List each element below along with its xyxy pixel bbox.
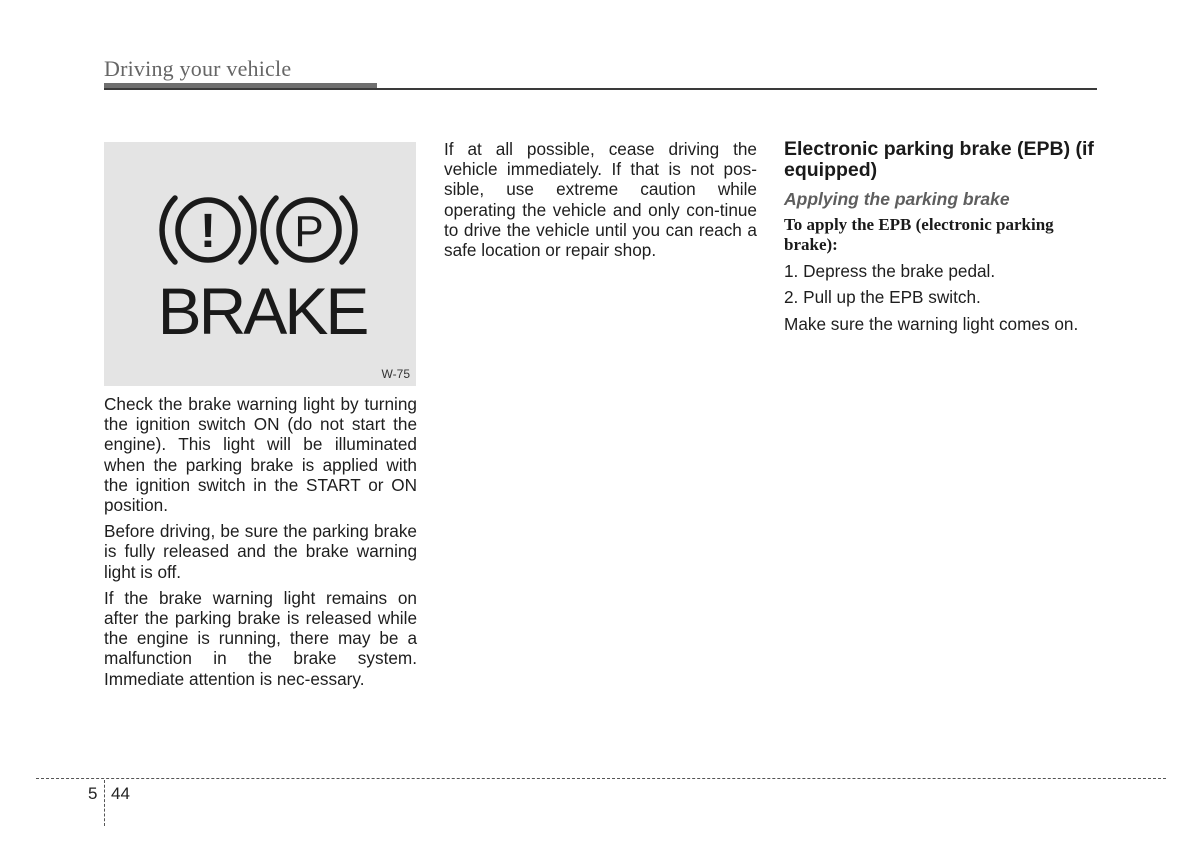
brake-warning-figure xyxy=(104,142,416,386)
brake-warning-icon xyxy=(104,142,416,386)
column-1 xyxy=(104,394,417,695)
epb-note: Make sure the warning light comes on. xyxy=(784,313,1079,334)
paragraph: If at all possible, cease driving the vehicle immediately. If that is not pos-sible, use extreme caution while operating the vehicle and only con-tinue to drive the vehicle until you can reach a safe location or repair shop. xyxy=(444,139,757,261)
section-title: Driving your vehicle xyxy=(104,56,292,81)
epb-subheading: Applying the parking brake xyxy=(784,189,1010,209)
column-3 xyxy=(784,139,1097,340)
step-item: 2. Pull up the EPB switch. xyxy=(784,287,981,308)
footer-divider xyxy=(104,780,105,826)
epb-instruction-title: To apply the EPB (electronic parking brake): xyxy=(784,215,1054,255)
chapter-number: 5 xyxy=(88,784,98,803)
paragraph: Check the brake warning light by turning the ignition switch ON (do not start the engine). This light will be illuminated when the parking brake is applied with the ignition switch in the START or ON position. xyxy=(104,394,417,516)
figure-code: W-75 xyxy=(381,367,410,381)
header-rule xyxy=(104,88,1097,90)
step-item: 1. Depress the brake pedal. xyxy=(784,261,996,282)
paragraph: If the brake warning light remains on after the parking brake is released while the engine is running, there may be a malfunction in the brake system. Immediate attention is nec-essary. xyxy=(104,587,417,689)
parking-letter: P xyxy=(294,207,324,256)
column-2 xyxy=(444,139,757,266)
paragraph: Before driving, be sure the parking brake is fully released and the brake warning light is off. xyxy=(104,521,417,582)
brake-label: BRAKE xyxy=(157,274,367,348)
footer-rule xyxy=(36,778,1166,779)
epb-heading: Electronic parking brake (EPB) (if equipped) xyxy=(784,138,1094,181)
page-number: 44 xyxy=(111,784,130,803)
exclamation-mark: ! xyxy=(200,205,216,258)
